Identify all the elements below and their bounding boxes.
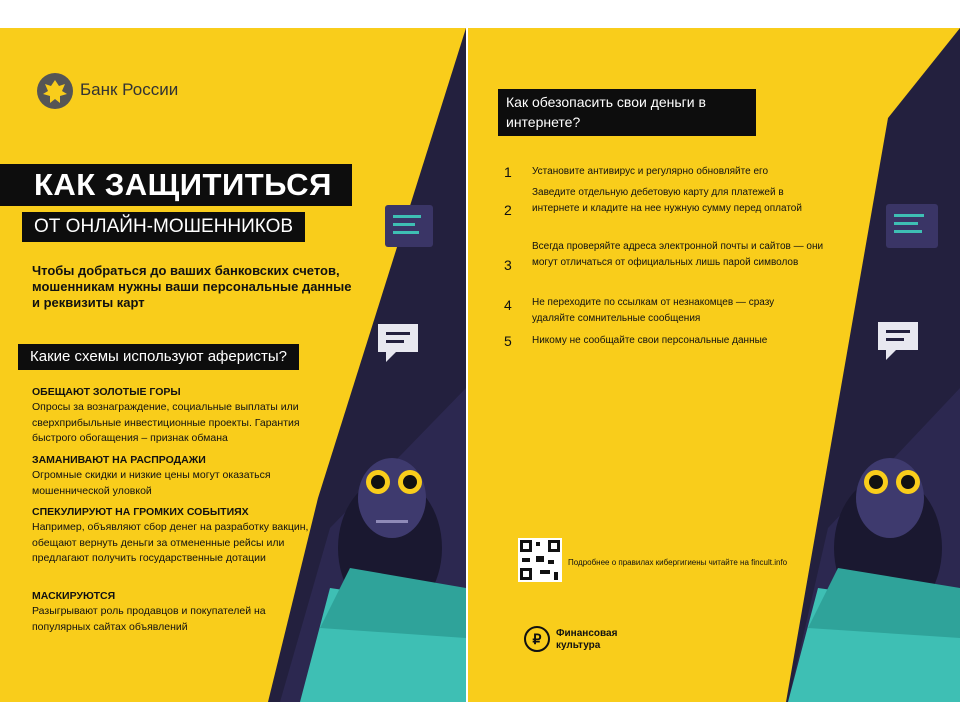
scheme-text: Разыгрывают роль продавцов и покупателей на популярных сайтах объявлений [32,605,266,633]
right-page [468,28,960,702]
fincult-logo-text: Финансовая культура [556,628,618,651]
scheme-heading: МАСКИРУЮТСЯ [32,590,116,602]
page-subtitle: ОТ ОНЛАЙН-МОШЕННИКОВ [22,212,305,242]
step-text: Никому не сообщайте свои персональные данные [532,335,768,346]
step-number: 3 [504,257,512,273]
qr-caption: Подробнее о правилах кибергигиены читайте на fincult.info [568,558,788,567]
schemes-title: Какие схемы используют аферисты? [18,344,299,370]
left-page [0,28,466,702]
step-text: Заведите отдельную дебетовую карту для платежей в интернете и кладите на нее нужную сумму перед оплатой [532,187,802,214]
scheme-text: Опросы за вознаграждение, социальные выплаты или сверхприбыльные инвестиционные проекты. Гарантия быстрого обогащения – признак обмана [32,401,300,444]
step-text: Всегда проверяйте адреса электронной почты и сайтов — они могут отличаться от официальных лишь парой символов [532,241,824,268]
scheme-text: Например, объявляют сбор денег на разработку вакцин, обещают вернуть деньги за отмененные рейсы или предлагают получить государственные дотации [32,521,309,564]
scheme-heading: ОБЕЩАЮТ ЗОЛОТЫЕ ГОРЫ [32,386,181,398]
step-number: 1 [504,164,512,180]
safety-title: Как обезопасить свои деньги в интернете? [498,89,756,136]
scheme-heading: СПЕКУЛИРУЮТ НА ГРОМКИХ СОБЫТИЯХ [32,506,249,518]
bank-of-russia-logo-icon [36,72,74,110]
step-number: 2 [504,202,512,218]
bank-name: Банк России [80,80,179,99]
step-text: Установите антивирус и регулярно обновляйте его [532,166,769,177]
scheme-heading: ЗАМАНИВАЮТ НА РАСПРОДАЖИ [32,454,206,466]
page-title: КАК ЗАЩИТИТЬСЯ [0,164,352,206]
scheme-text: Огромные скидки и низкие цены могут оказаться мошеннической уловкой [32,469,271,497]
ruble-circle-icon: ₽ [524,626,550,652]
step-number: 5 [504,333,512,349]
step-number: 4 [504,297,512,313]
qr-code-icon[interactable] [518,538,562,582]
step-text: Не переходите по ссылкам от незнакомцев — сразу удаляйте сомнительные сообщения [532,297,775,324]
intro-text: Чтобы добраться до ваших банковских счетов, мошенникам нужны ваши персональные данные и реквизиты карт [32,263,352,310]
